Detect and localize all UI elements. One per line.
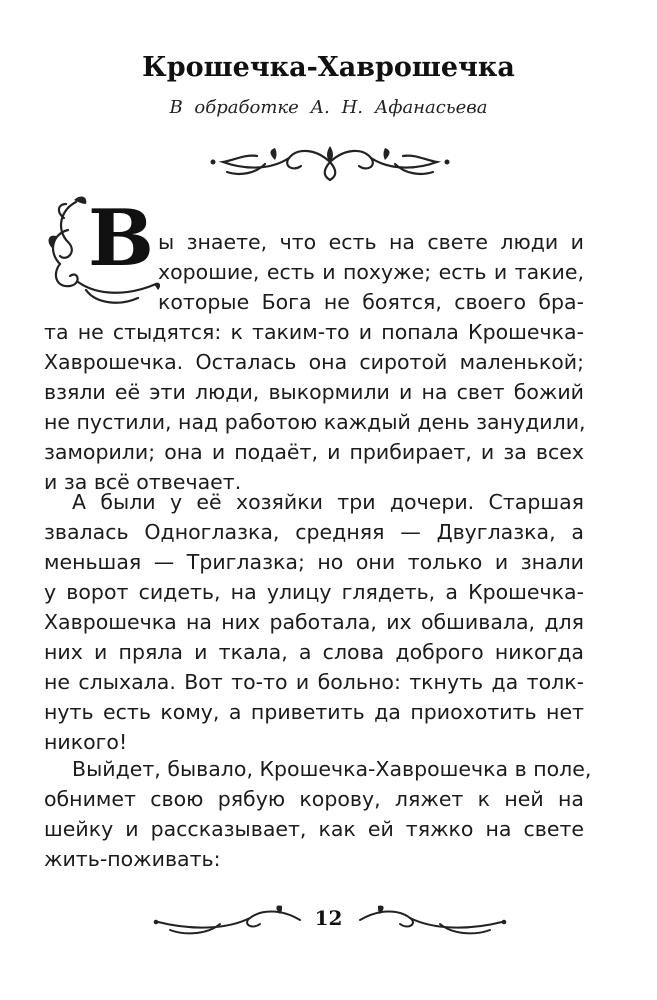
paragraph-1 — [44, 227, 584, 497]
text-line: взяли её эти люди, выкормили и на свет божий — [44, 380, 584, 404]
paragraph-3 — [44, 754, 592, 874]
page-title: Крошечка-Хаврошечка — [142, 52, 515, 83]
text-line: и за всё отвечает. — [44, 470, 242, 494]
text-line: жить-поживать: — [44, 847, 221, 871]
text-line: никого! — [44, 730, 128, 754]
text-line: та не стыдятся: к таким-то и попала Крошечка- — [44, 320, 584, 344]
drop-cap-letter: В — [88, 193, 154, 284]
text-line: обнимет свою рябую корову, ляжет к ней на — [44, 787, 584, 811]
text-line: Хаврошечка. Осталась она сиротой маленькой; — [44, 350, 584, 374]
text-line: них и пряла и ткала, а слова доброго никогда — [44, 640, 584, 664]
text-line: ы знаете, что есть на свете люди и — [158, 230, 584, 254]
text-line: заморили; она и подаёт, и прибирает, и за всех — [44, 440, 584, 464]
text-line: А были у её хозяйки три дочери. Старшая — [72, 490, 584, 514]
text-line: шейку и рассказывает, как ей тяжко на свете — [44, 817, 584, 841]
text-line: не пустили, над работою каждый день занудили, — [44, 410, 586, 434]
page-subtitle: В обработке А. Н. Афанасьева — [169, 97, 488, 118]
text-line: которые Бога не боятся, своего бра- — [158, 290, 584, 314]
text-line: хорошие, есть и похуже; есть и такие, — [158, 260, 584, 284]
flourish-ornament-icon — [205, 140, 455, 184]
text-line: Выйдет, бывало, Крошечка-Хаврошечка в поле, — [72, 757, 592, 781]
text-line: у ворот сидеть, на улицу глядеть, а Крошечка- — [44, 580, 584, 604]
text-line: звалась Одноглазка, средняя — Двуглазка, а — [44, 520, 584, 544]
text-line: нуть есть кому, а приветить да приохотить нет — [44, 700, 584, 724]
paragraph-2 — [44, 487, 584, 757]
page-number: 12 — [314, 906, 343, 930]
text-line: меньшая — Триглазка; но они только и знали — [44, 550, 584, 574]
text-line: не слыхала. Вот то-то и больно: ткнуть да толк- — [44, 670, 584, 694]
text-line: Хаврошечка на них работала, их обшивала, для — [44, 610, 584, 634]
